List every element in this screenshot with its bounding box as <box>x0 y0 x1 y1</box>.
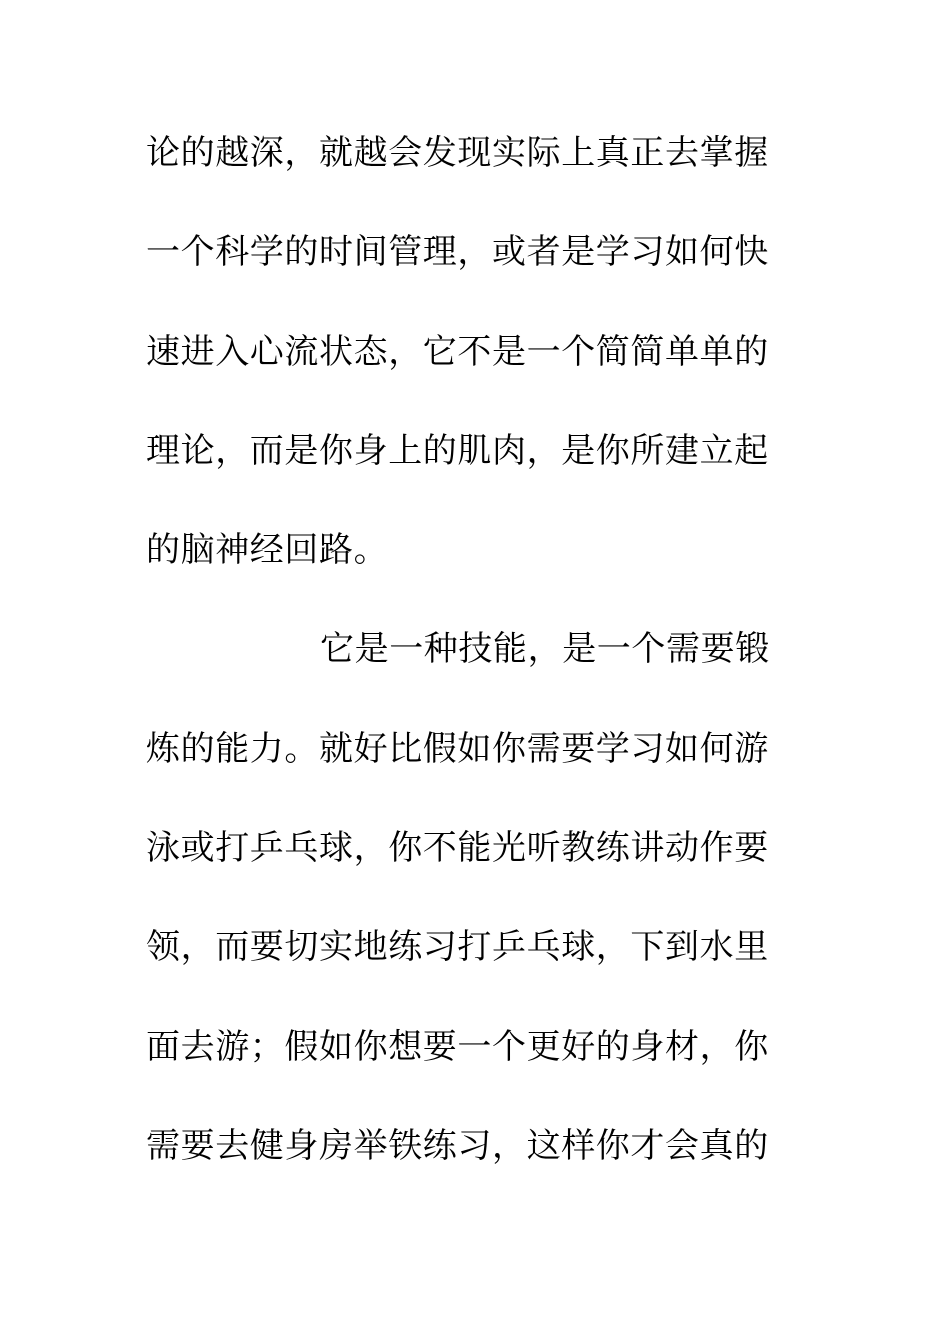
text-line: 面去游；假如你想要一个更好的身材，你 <box>146 1026 769 1067</box>
text-line: 一个科学的时间管理，或者是学习如何快 <box>146 232 769 273</box>
text-line: 论的越深，就越会发现实际上真正去掌握 <box>146 133 769 173</box>
text-line: 理论，而是你身上的肌肉，是你所建立起 <box>146 430 769 471</box>
body-text <box>146 128 786 1220</box>
text-line: 速进入心流状态，它不是一个简简单单的 <box>146 331 769 372</box>
text-line: 需要去健身房举铁练习，这样你才会真的 <box>146 1125 769 1166</box>
text-line: 泳或打乒乓球，你不能光听教练讲动作要 <box>146 828 769 869</box>
paragraph-start-line: 它是一种技能，是一个需要锻 <box>320 629 770 670</box>
text-line: 的脑神经回路。 <box>146 530 389 571</box>
text-line: 领，而要切实地练习打乒乓球，下到水里 <box>146 927 769 968</box>
text-line: 炼的能力。就好比假如你需要学习如何游 <box>146 728 769 769</box>
